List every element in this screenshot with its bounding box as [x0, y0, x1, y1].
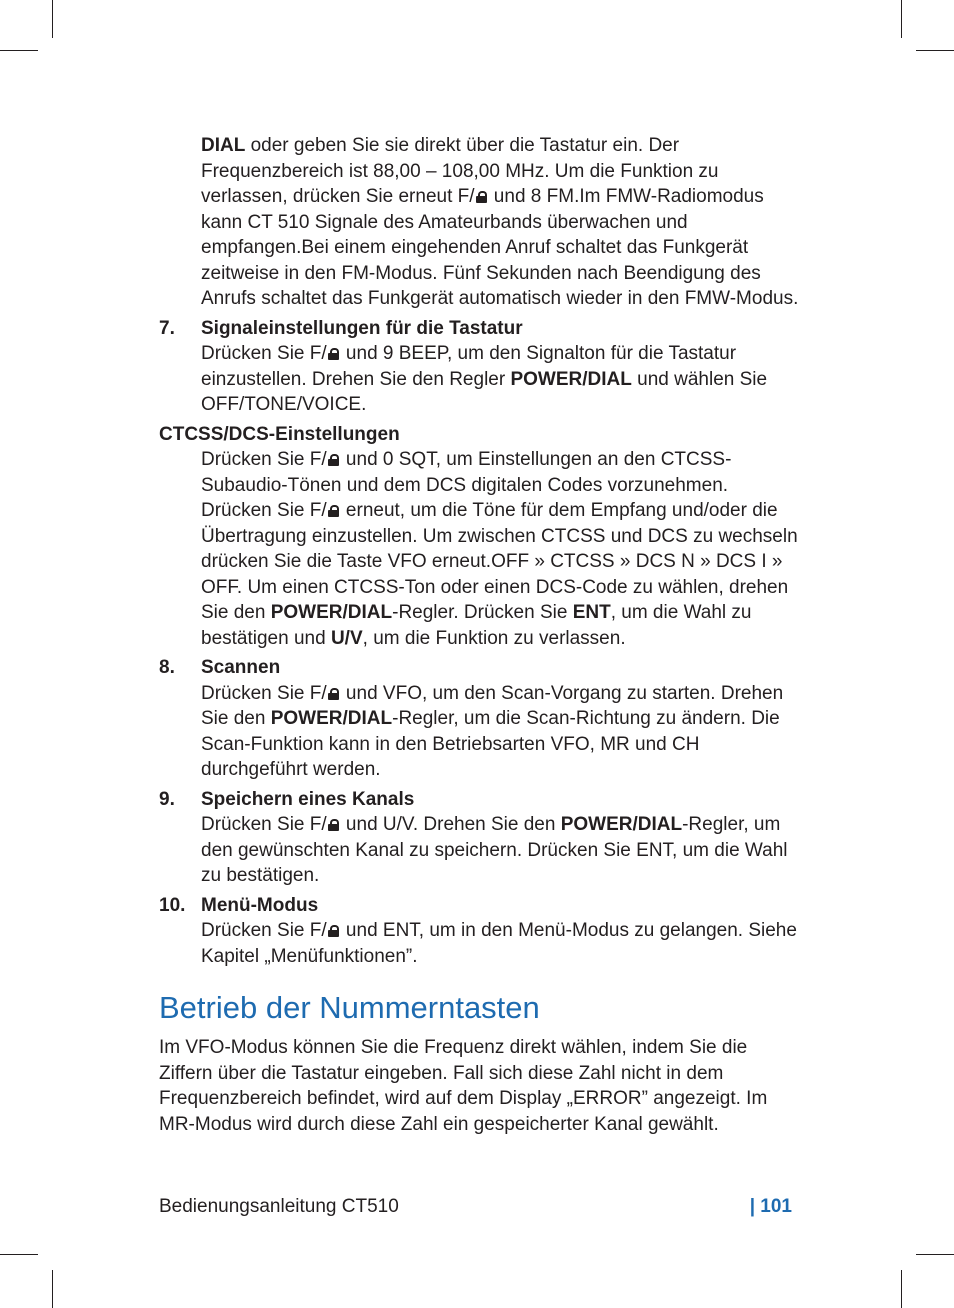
- lock-icon: [328, 688, 339, 700]
- section-body: Im VFO-Modus können Sie die Frequenz direkt wählen, indem Sie die Ziffern über die Tastatur eingeben. Fall sich diese Zahl nicht in dem Frequenzbereich befindet, wird auf dem Display „ERROR” angezeigt. Im MR-Modus wird durch diese Zahl ein gespeicherter Kanal gewählt.: [159, 1037, 768, 1135]
- lock-icon: [328, 505, 339, 517]
- item-title: Speichern eines Kanals: [201, 788, 415, 810]
- item-body: [201, 918, 799, 969]
- item-text: Drücken Sie F/: [201, 814, 327, 835]
- ctcss-body: [159, 447, 799, 651]
- item-text: und VFO, um den Scan-Vorgang zu starten. Drehen Sie den: [201, 682, 784, 729]
- item-text: Drücken Sie F/: [201, 682, 327, 704]
- item-text: und U/V. Drehen Sie den: [340, 814, 561, 835]
- ctcss-text: -Regler. Drücken Sie: [392, 602, 573, 623]
- crop-mark: [0, 50, 38, 51]
- ctcss-bold: U/V: [330, 627, 363, 649]
- lock-icon: [328, 925, 339, 937]
- ctcss-bold: ENT: [572, 602, 611, 623]
- crop-mark: [52, 0, 53, 38]
- ctcss-heading: CTCSS/DCS-Einstellungen: [159, 423, 400, 445]
- page-number: | 101: [749, 1196, 792, 1217]
- crop-mark: [901, 1270, 902, 1308]
- item-title: Signaleinstellungen für die Tastatur: [201, 317, 523, 339]
- crop-mark: [916, 1254, 954, 1255]
- crop-mark: [901, 0, 902, 38]
- item-text: Drücken Sie F/: [201, 920, 327, 941]
- lock-icon: [476, 191, 487, 203]
- item-number: 9.: [159, 788, 175, 810]
- ctcss-text: erneut, um die Töne für dem Empfang und/oder die Übertragung einzustellen. Um zwischen CTCSS und DCS zu wechseln drücken Sie die Taste VFO erneut.OFF » CTCSS » DCS N » DCS I » OFF. Um einen CTCSS-Ton oder einen DCS-Code zu wählen, drehen Sie den: [201, 500, 798, 623]
- item-bold: POWER/DIAL: [560, 814, 683, 835]
- section-item-7: [159, 316, 799, 418]
- lock-icon: [328, 454, 339, 466]
- ctcss-text: , um die Funktion zu verlassen.: [362, 627, 626, 649]
- item-bold: POWER/DIAL: [510, 368, 632, 390]
- section-item-10: [159, 893, 799, 970]
- lock-icon: [328, 348, 339, 360]
- section-heading: Betrieb der Nummerntasten: [159, 990, 540, 1025]
- item-text: -Regler, um den gewünschten Kanal zu speichern. Drücken Sie ENT, um die Wahl zu bestätigen.: [201, 814, 788, 886]
- lock-icon: [328, 819, 339, 831]
- item-title: Scannen: [201, 657, 281, 678]
- item-number: 8.: [159, 657, 175, 678]
- ctcss-text: , um die Wahl zu bestätigen und: [201, 602, 752, 649]
- item-title: Menü-Modus: [201, 894, 319, 916]
- crop-mark: [52, 1270, 53, 1308]
- intro-text: und 8 FM.Im FMW-Radiomodus kann CT 510 Signale des Amateurbands überwachen und empfangen.Bei einem eingehenden Anruf schaltet das Funkgerät zeitweise in den FM-Modus. Fünf Sekunden nach Beendigung des Anrufs schaltet das Funkgerät automatisch wieder in den FMW-Modus.: [201, 186, 799, 309]
- item-number: 7.: [159, 317, 175, 339]
- intro-text: oder geben Sie sie direkt über die Tastatur ein. Der Frequenzbereich ist 88,00 – 108,00 MHz. Um die Funktion zu verlassen, drücken Sie erneut F/: [201, 135, 719, 207]
- crop-mark: [0, 1254, 38, 1255]
- item-text: -Regler, um die Scan-Richtung zu ändern. Die Scan-Funktion kann in den Betriebsarten VFO, MR und CH durchgeführt werden.: [201, 708, 780, 780]
- item-text: Drücken Sie F/: [201, 343, 327, 364]
- item-bold: POWER/DIAL: [270, 708, 393, 729]
- crop-mark: [916, 50, 954, 51]
- page-content: [159, 133, 799, 1137]
- ctcss-text: Drücken Sie F/: [201, 449, 327, 470]
- footer-manual-title: Bedienungsanleitung CT510: [159, 1196, 399, 1217]
- ctcss-text: und 0 SQT, um Einstellungen an den CTCSS-Subaudio-Tönen und dem DCS digitalen Codes vorzunehmen. Drücken Sie F/: [201, 449, 732, 521]
- intro-paragraph: [159, 133, 799, 312]
- ctcss-bold: POWER/DIAL: [270, 602, 393, 623]
- item-body: [201, 681, 799, 783]
- item-number: 10.: [159, 894, 186, 916]
- item-body: [201, 812, 799, 889]
- item-text: und ENT, um in den Menü-Modus zu gelangen. Siehe Kapitel „Menüfunktionen”.: [201, 920, 797, 967]
- item-text: und wählen Sie OFF/TONE/VOICE.: [201, 368, 768, 415]
- item-text: und 9 BEEP, um den Signalton für die Tastatur einzustellen. Drehen Sie den Regler: [201, 343, 737, 390]
- intro-dial-bold: DIAL: [201, 135, 246, 156]
- section-item-8: [159, 655, 799, 783]
- section-item-9: [159, 787, 799, 889]
- item-body: [201, 341, 799, 418]
